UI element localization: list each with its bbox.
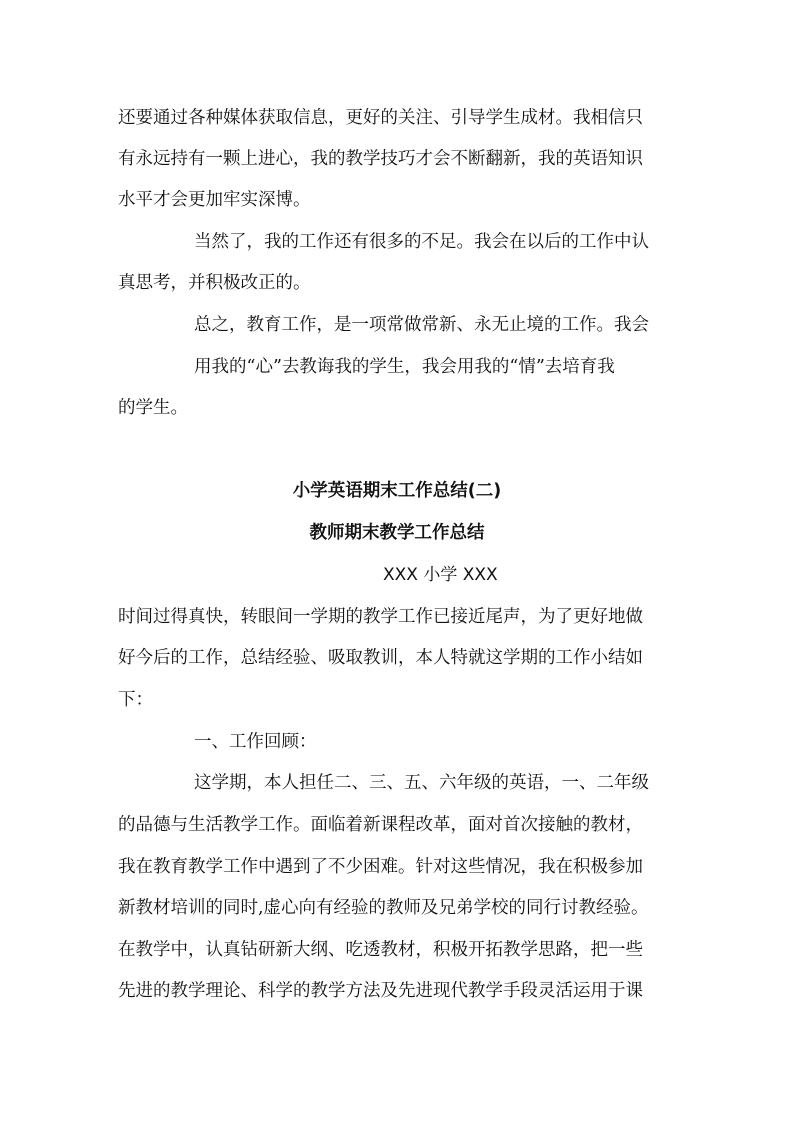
paragraph-line: 在教学中，认真钻研新大纲、吃透教材，积极开拓教学思路，把一些 [118,940,643,960]
paragraph-line: 水平才会更加牢实深博。 [118,190,311,210]
paragraph-line: 下： [118,690,153,710]
paragraph-line: 好今后的工作，总结经验、吸取教训，本人特就这学期的工作小结如 [118,648,643,668]
paragraph-line: 有永远持有一颗上进心，我的教学技巧才会不断翻新，我的英语知识 [118,149,643,169]
paragraph-line: 我在教育教学工作中遇到了不少困难。针对这些情况，我在积极参加 [118,857,643,877]
author-line: XXX 小学 XXX [383,565,498,585]
paragraph-line: 用我的“心”去教诲我的学生，我会用我的“情”去培育我 [194,357,615,377]
section-heading: 一、工作回顾： [194,732,317,752]
paragraph-line: 当然了，我的工作还有很多的不足。我会在以后的工作中认 [194,232,649,252]
paragraph-line: 还要通过各种媒体获取信息，更好的关注、引导学生成材。我相信只 [118,108,643,128]
paragraph-line: 的学生。 [118,398,188,418]
paragraph-line: 的品德与生活教学工作。面临着新课程改革，面对首次接触的教材， [118,815,643,835]
paragraph-line: 总之，教育工作，是一项常做常新、永无止境的工作。我会 [194,315,649,335]
document-subtitle: 教师期末教学工作总结 [309,523,485,543]
paragraph-line: 时间过得真快，转眼间一学期的教学工作已接近尾声，为了更好地做 [118,607,643,627]
paragraph-line: 先进的教学理论、科学的教学方法及先进现代教学手段灵活运用于课 [118,981,643,1001]
paragraph-line: 这学期，本人担任二、三、五、六年级的英语，一、二年级 [194,773,649,793]
paragraph-line: 新教材培训的同时,虚心向有经验的教师及兄弟学校的同行讨教经验。 [118,898,649,918]
document-title: 小学英语期末工作总结(二) [292,481,502,501]
paragraph-line: 真思考，并积极改正的。 [118,273,311,293]
